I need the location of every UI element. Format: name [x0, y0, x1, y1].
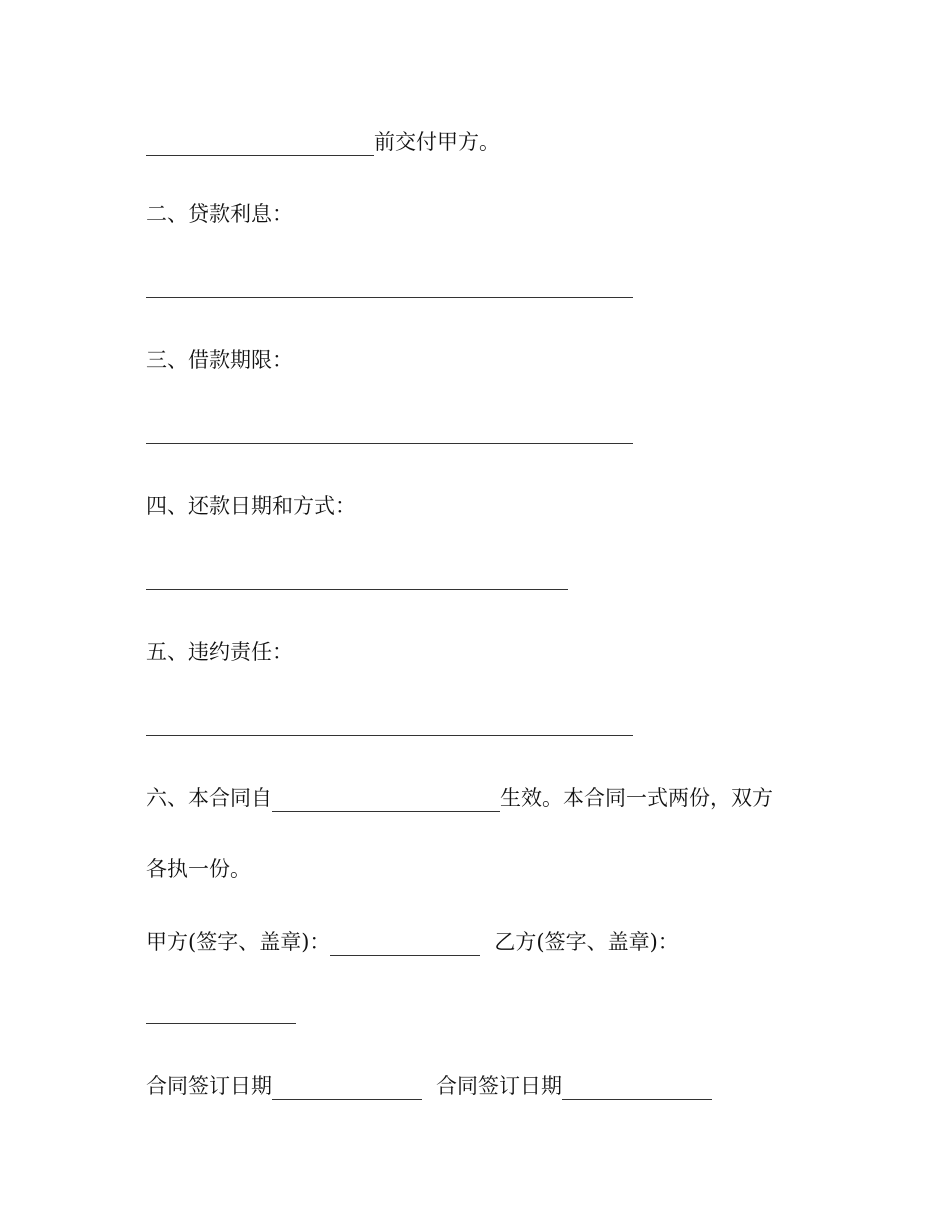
delivery-line — [146, 128, 500, 156]
sign-date-b-blank[interactable] — [562, 1077, 712, 1100]
party-b-signature-blank[interactable] — [146, 1023, 296, 1024]
section-breach-heading-text: 五、违约责任： — [146, 640, 293, 664]
signature-line — [146, 928, 679, 956]
section-term-heading-text: 三、借款期限： — [146, 348, 293, 372]
section-repayment-heading — [146, 492, 356, 520]
delivery-date-blank[interactable] — [146, 133, 374, 156]
section-effective-line — [146, 784, 773, 812]
breach-blank-line[interactable] — [146, 735, 633, 736]
sign-date-label-a: 合同签订日期 — [146, 1074, 272, 1098]
sign-date-a-blank[interactable] — [272, 1077, 422, 1100]
section-interest-heading — [146, 200, 293, 228]
section-effective-prefix: 六、本合同自 — [146, 786, 272, 810]
section-effective-suffix: 生效。本合同一式两份，双方 — [500, 786, 773, 810]
section-breach-heading — [146, 638, 293, 666]
section-term-heading — [146, 346, 293, 374]
sign-date-line — [146, 1072, 712, 1100]
delivery-line-text: 前交付甲方。 — [374, 130, 500, 154]
section-interest-heading-text: 二、贷款利息： — [146, 202, 293, 226]
effective-date-blank[interactable] — [272, 789, 500, 812]
section-effective-continuation — [146, 855, 251, 883]
interest-blank-line[interactable] — [146, 297, 633, 298]
section-effective-continuation-text: 各执一份。 — [146, 857, 251, 881]
repayment-blank-line[interactable] — [146, 589, 568, 590]
term-blank-line[interactable] — [146, 443, 633, 444]
party-a-signature-blank[interactable] — [330, 933, 480, 956]
party-a-label: 甲方(签字、盖章)： — [146, 930, 331, 954]
party-b-label: 乙方(签字、盖章)： — [494, 930, 679, 954]
section-repayment-heading-text: 四、还款日期和方式： — [146, 494, 356, 518]
sign-date-label-b: 合同签订日期 — [436, 1074, 562, 1098]
